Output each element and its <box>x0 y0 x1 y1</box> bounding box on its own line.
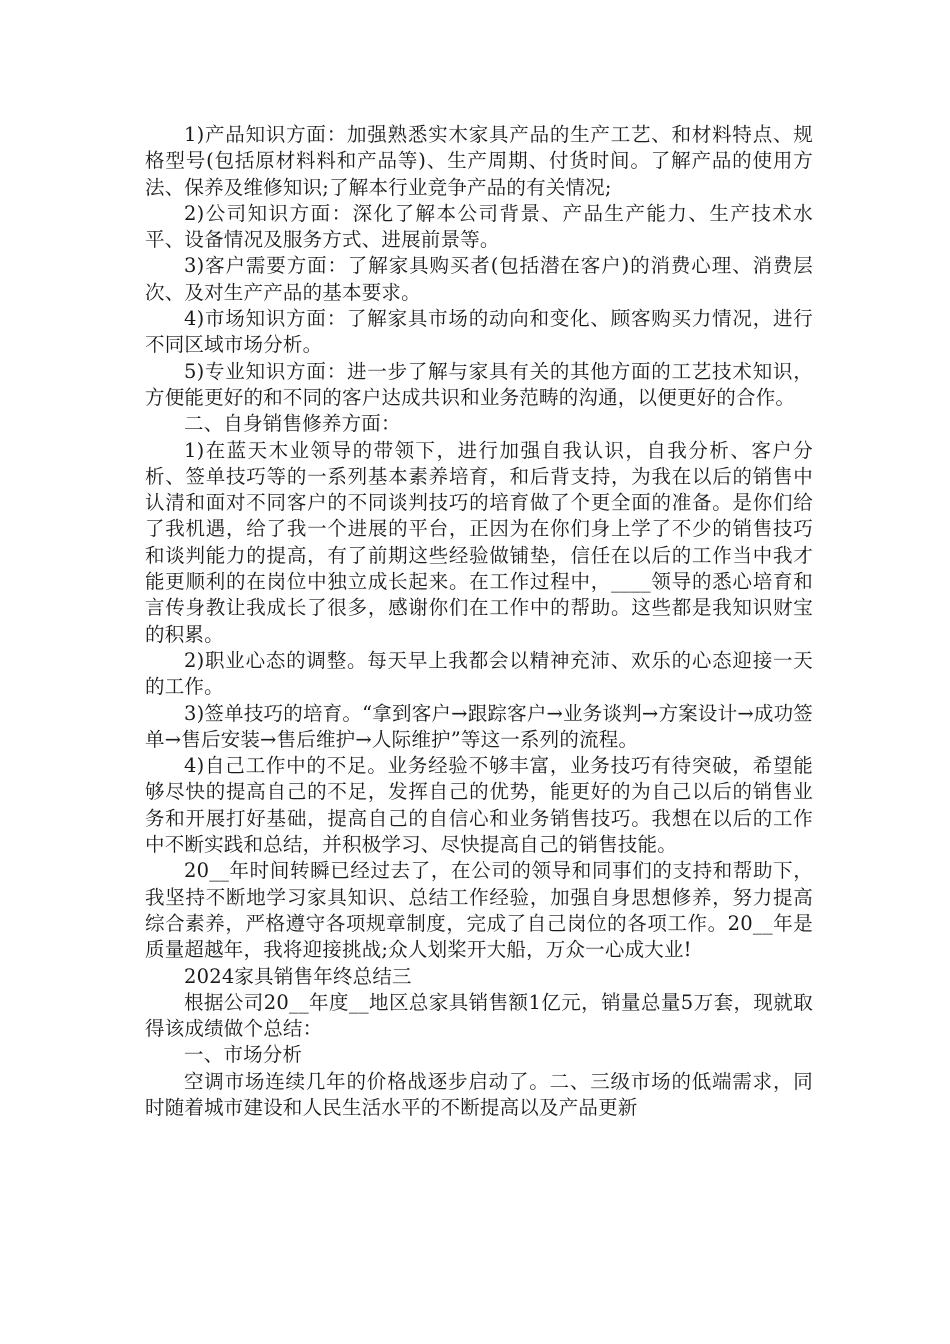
document-body <box>145 122 813 1121</box>
paragraph-sales-figures: 根据公司20__年度__地区总家具销售额1亿元，销量总量5万套，现就取得该成绩做个总结： <box>145 990 813 1041</box>
paragraph-company-knowledge: 2)公司知识方面：深化了解本公司背景、产品生产能力、生产技术水平、设备情况及服务方式、进展前景等。 <box>145 201 813 252</box>
paragraph-product-knowledge: 1)产品知识方面：加强熟悉实木家具产品的生产工艺、和材料特点、规格型号(包括原材料料和产品等)、生产周期、付货时间。了解产品的使用方法、保养及维修知识;了解本行业竞争产品的有关情况; <box>145 123 813 199</box>
paragraph-training: 1)在蓝天木业领导的带领下，进行加强自我认识，自我分析、客户分析、签单技巧等的一系列基本素养培育，和后背支持，为我在以后的销售中认清和面对不同客户的不同谈判技巧的培育做了个更全面的准备。是你们给了我机遇，给了我一个进展的平台，正因为在你们身上学了不少的销售技巧和谈判能力的提高，有了前期这些经验做铺垫，信任在以后的工作当中我才能更顺利的在岗位中独立成长起来。在工作过程中，____领导的悉心培育和言传身教让我成长了很多，感谢你们在工作中的帮助。这些都是我知识财宝的积累。 <box>145 438 813 646</box>
paragraph-mindset: 2)职业心态的调整。每天早上我都会以精神充沛、欢乐的心态迎接一天的工作。 <box>145 648 813 699</box>
paragraph-shortcomings: 4)自己工作中的不足。业务经验不够丰富，业务技巧有待突破，希望能够尽快的提高自己的不足，发挥自己的优势，能更好的为自己以后的销售业务和开展打好基础，提高自己的自信心和业务销售技巧。我想在以后的工作中不断实践和总结，并积极学习、尽快提高自己的销售技能。 <box>145 754 813 857</box>
paragraph-professional-knowledge: 5)专业知识方面：进一步了解与家具有关的其他方面的工艺技术知识，方便能更好的和不同的客户达成共识和业务范畴的沟通，以便更好的合作。 <box>145 359 813 409</box>
paragraph-signing-skills: 3)签单技巧的培育。“拿到客户→跟踪客户→业务谈判→方案设计→成功签单→售后安装→售后维护→人际维护”等这一系列的流程。 <box>145 701 813 751</box>
paragraph-market-knowledge: 4)市场知识方面：了解家具市场的动向和变化、顾客购买力情况，进行不同区域市场分析。 <box>145 307 813 357</box>
paragraph-year-summary: 20__年时间转瞬已经过去了，在公司的领导和同事们的支持和帮助下，我坚持不断地学习家具知识、总结工作经验，加强自身思想修养，努力提高综合素养，严格遵守各项规章制度，完成了自己岗位的各项工作。20__年是质量超越年，我将迎接挑战;众人划桨开大船，万众一心成大业! <box>145 859 813 962</box>
paragraph-customer-needs: 3)客户需要方面：了解家具购买者(包括潜在客户)的消费心理、消费层次、及对生产产品的基本要求。 <box>145 254 813 304</box>
section-heading-market-analysis: 一、市场分析 <box>184 1043 303 1067</box>
document-title-part-three: 2024家具销售年终总结三 <box>184 964 412 988</box>
section-heading-self-cultivation: 二、自身销售修养方面： <box>184 412 401 436</box>
paragraph-market-analysis: 空调市场连续几年的价格战逐步启动了。二、三级市场的低端需求，同时随着城市建设和人民生活水平的不断提高以及产品更新 <box>145 1069 813 1119</box>
